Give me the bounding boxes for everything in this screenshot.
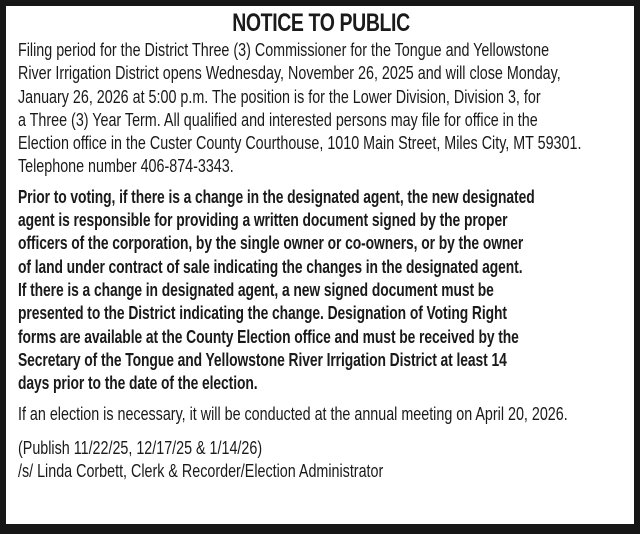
paragraph-line: presented to the District indicating the change. Designation of Voting Right xyxy=(18,302,507,324)
notice-panel xyxy=(6,6,634,524)
election-paragraph xyxy=(18,402,624,425)
paragraph-line: River Irrigation District opens Wednesday, November 26, 2025 and will close Monday, xyxy=(18,62,561,84)
paragraph-line: agent is responsible for providing a written document signed by the proper xyxy=(18,209,508,231)
paragraph-line: If there is a change in designated agent, a new signed document must be xyxy=(18,278,494,300)
publish-dates: (Publish 11/22/25, 12/17/25 & 1/14/26) xyxy=(18,436,263,458)
designated-agent-paragraph xyxy=(18,185,624,395)
paragraph-line: of land under contract of sale indicating the changes in the designated agent. xyxy=(18,255,523,277)
paragraph-line: officers of the corporation, by the single owner or co-owners, or by the owner xyxy=(18,232,524,254)
paragraph-line: Telephone number 406-874-3343. xyxy=(18,155,234,177)
paragraph-line: Election office in the Custer County Courthouse, 1010 Main Street, Miles City, MT 59301. xyxy=(18,132,582,154)
publication-footer xyxy=(18,436,624,483)
paragraph-line: forms are available at the County Election office and must be received by the xyxy=(18,325,519,347)
notice-title: NOTICE TO PUBLIC xyxy=(232,9,410,37)
paragraph-line: Filing period for the District Three (3) Commissioner for the Tongue and Yellowstone xyxy=(18,39,550,60)
signature-line: /s/ Linda Corbett, Clerk & Recorder/Election Administrator xyxy=(18,460,384,482)
filing-period-paragraph xyxy=(18,38,624,178)
paragraph-line: a Three (3) Year Term. All qualified and interested persons may file for office in the xyxy=(18,108,538,130)
paragraph-line: Prior to voting, if there is a change in the designated agent, the new designated xyxy=(18,185,535,207)
paragraph-line: If an election is necessary, it will be conducted at the annual meeting on April 20, 2026. xyxy=(18,403,568,425)
paragraph-line: Secretary of the Tongue and Yellowstone River Irrigation District at least 14 xyxy=(18,348,507,370)
paragraph-line: January 26, 2026 at 5:00 p.m. The position is for the Lower Division, Division 3, for xyxy=(18,85,541,107)
paragraph-line: days prior to the date of the election. xyxy=(18,372,258,394)
